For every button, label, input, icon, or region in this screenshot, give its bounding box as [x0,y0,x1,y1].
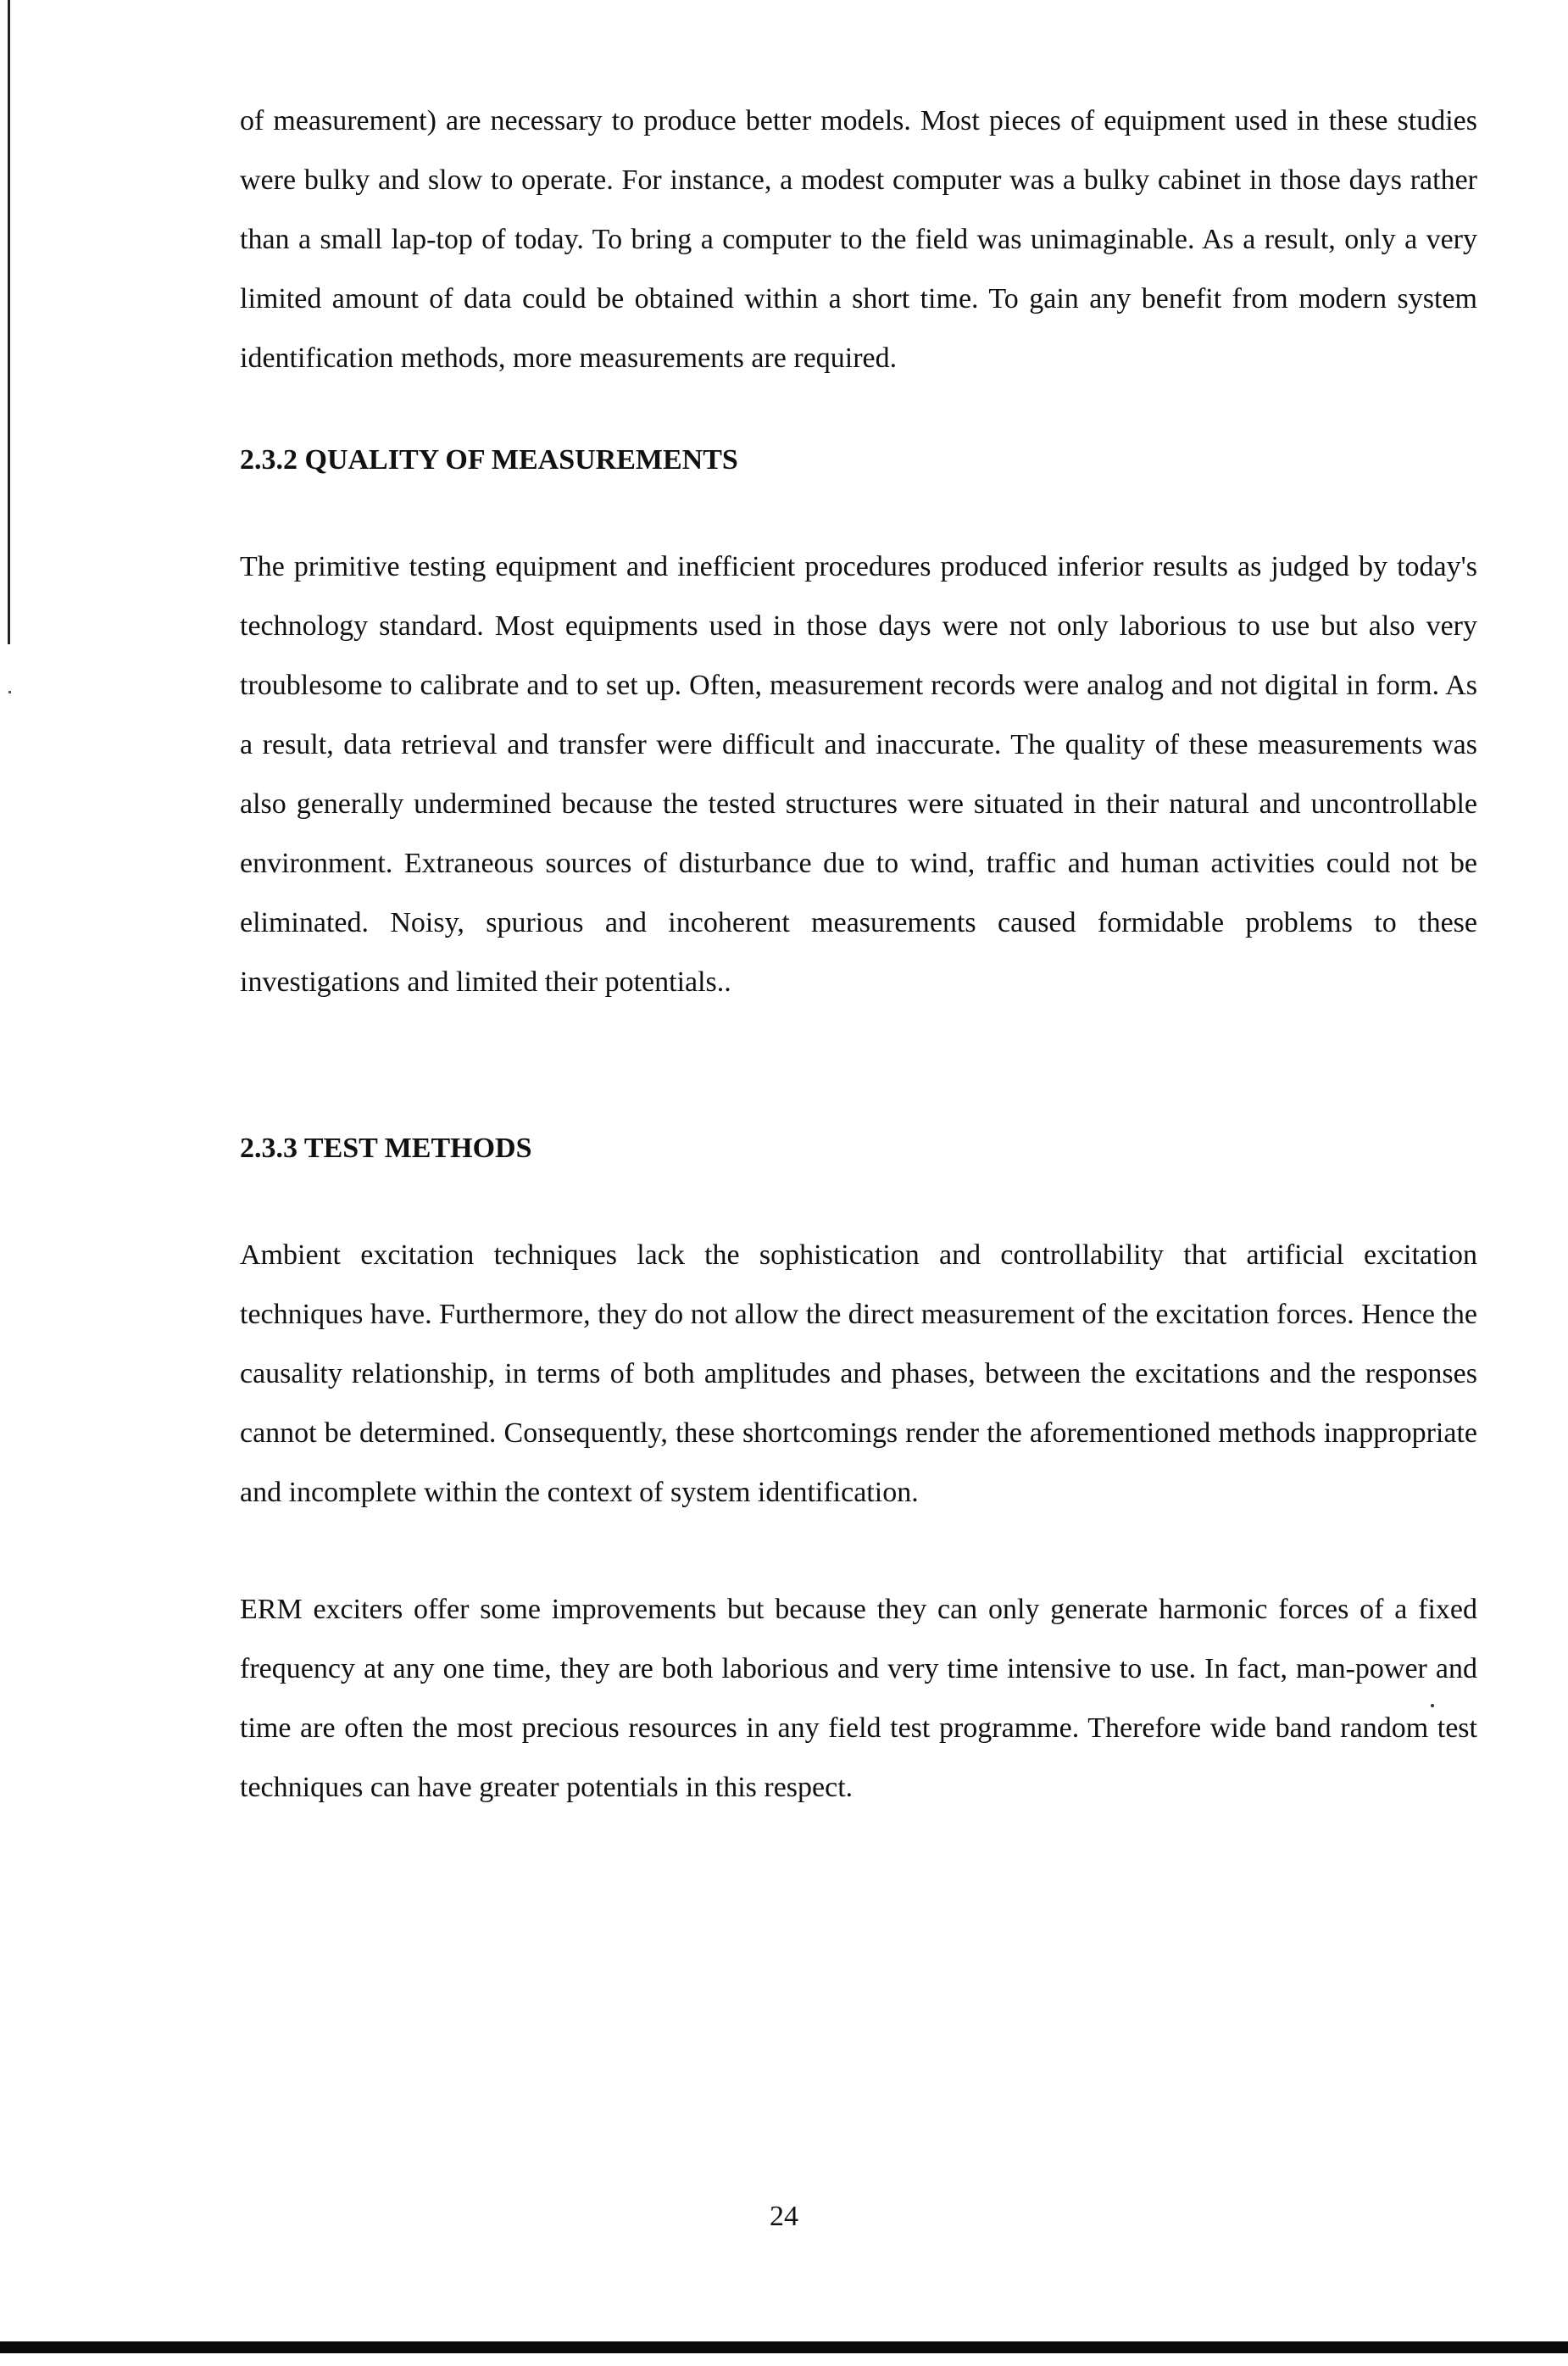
paragraph-test-methods-1: Ambient excitation techniques lack the sophistication and controllability that artificial excitation techniques have. Furthermore, they do not allow the direct measurement of the excitation forces. Hence the causality relationship, in terms of both amplitudes and phases, between the excitations and the responses cannot be determined. Consequently, these shortcomings render the aforementioned methods inappropriate and incomplete within the context of system identification. [240,1239,1477,1508]
page-number: 24 [770,2201,798,2232]
section-heading-test-methods: 2.3.3 TEST METHODS [240,1133,532,1164]
paragraph-intro: of measurement) are necessary to produce better models. Most pieces of equipment used in these studies were bulky and slow to operate. For instance, a modest computer was a bulky cabinet in those days rather than a small lap-top of today. To bring a computer to the field was unimaginable. As a result, only a very limited amount of data could be obtained within a short time. To gain any benefit from modern system identification methods, more measurements are required. [240,105,1477,374]
paragraph-quality: The primitive testing equipment and inefficient procedures produced inferior results as judged by today's technology standard. Most equipments used in those days were not only laborious to use but also very troublesome to calibrate and to set up. Often, measurement records were analog and not digital in form. As a result, data retrieval and transfer were difficult and inaccurate. The quality of these measurements was also generally undermined because the tested structures were situated in their natural and uncontrollable environment. Extraneous sources of disturbance due to wind, traffic and human activities could not be eliminated. Noisy, spurious and incoherent measurements caused formidable problems to these investigations and limited their potentials.. [240,551,1477,998]
document-body [240,92,1477,1818]
paragraph-test-methods-2: ERM exciters offer some improvements but because they can only generate harmonic forces of a fixed frequency at any one time, they are both laborious and very time intensive to use. In fact, man-power and time are often the most precious resources in any field test programme. Therefore wide band random test techniques can have greater potentials in this respect. [240,1594,1477,1803]
scan-left-margin-line [8,0,10,644]
section-heading-quality: 2.3.2 QUALITY OF MEASUREMENTS [240,444,738,476]
scan-bottom-border [0,2341,1568,2353]
scan-speck [8,691,11,693]
